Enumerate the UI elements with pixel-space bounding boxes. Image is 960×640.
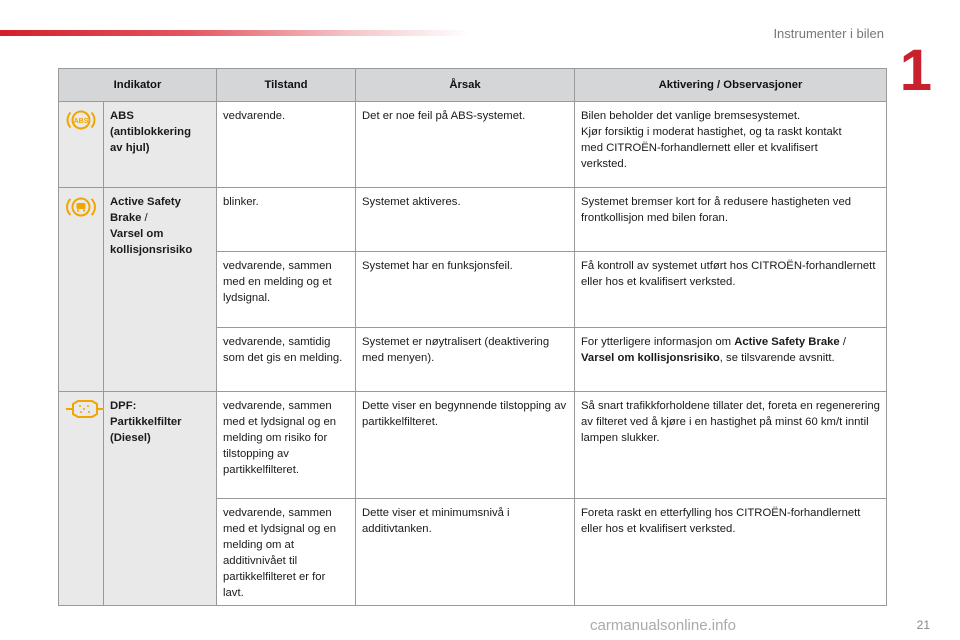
tilstand-cell: blinker. <box>217 188 356 252</box>
particle-filter-icon <box>65 398 105 425</box>
column-header-arsak: Årsak <box>356 69 575 102</box>
indicator-name <box>104 188 217 392</box>
observasjon-bold: Varsel om kollisjonsrisiko <box>581 352 720 364</box>
arsak-cell: Systemet er nøytralisert (deaktivering med menyen). <box>356 328 575 392</box>
indicator-icon-cell <box>59 392 104 606</box>
indicator-name-line: (Diesel) <box>110 432 151 444</box>
indicator-name-part: Varsel om kollisjonsrisiko <box>110 228 193 256</box>
indicator-icon-cell <box>59 102 104 188</box>
page-number: 21 <box>916 618 930 632</box>
observasjon-text: , se tilsvarende avsnitt. <box>719 352 835 364</box>
header-accent-bar <box>0 30 470 36</box>
section-title: Instrumenter i bilen <box>773 26 884 41</box>
chapter-number: 1 <box>899 38 932 103</box>
observasjon-cell: Få kontroll av systemet utført hos CITROËN-forhandlernett eller hos et kvalifisert verksted. <box>575 252 887 328</box>
abs-warning-icon <box>66 108 96 137</box>
arsak-cell: Dette viser en begynnende tilstopping av partikkelfilteret. <box>356 392 575 499</box>
indicator-name <box>104 102 217 188</box>
watermark: carmanualsonline.info <box>590 617 736 634</box>
observasjon-cell: Så snart trafikkforholdene tillater det, foreta en regenerering av filteret ved å kjøre i en hastighet på minst 60 km/t inntil lampen slukker. <box>575 392 887 499</box>
observasjon-cell: Foreta raskt en etterfylling hos CITROËN-forhandlernett eller hos et kvalifisert verksted. <box>575 499 887 606</box>
arsak-cell: Systemet har en funksjonsfeil. <box>356 252 575 328</box>
table-header-row <box>59 69 887 102</box>
table-row <box>59 188 887 252</box>
tilstand-cell: vedvarende. <box>217 102 356 188</box>
indicator-table <box>58 68 887 606</box>
indicator-name-line: Partikkelfilter <box>110 416 182 428</box>
indicator-name <box>104 392 217 606</box>
svg-text:ABS: ABS <box>73 118 89 125</box>
tilstand-cell: vedvarende, samtidig som det gis en melding. <box>217 328 356 392</box>
observasjon-text: For ytterligere informasjon om <box>581 336 735 348</box>
observasjon-cell <box>575 102 887 188</box>
arsak-cell: Dette viser et minimumsnivå i additivtanken. <box>356 499 575 606</box>
indicator-name-part: Active Safety Brake <box>110 196 181 224</box>
tilstand-cell: vedvarende, sammen med en melding og et lydsignal. <box>217 252 356 328</box>
observasjon-cell <box>575 328 887 392</box>
column-header-observasjoner: Aktivering / Observasjoner <box>575 69 887 102</box>
column-header-indikator: Indikator <box>59 69 217 102</box>
table-row <box>59 392 887 499</box>
observasjon-line: verksted. <box>581 158 627 170</box>
observasjon-cell: Systemet bremser kort for å redusere hastigheten ved frontkollisjon med bilen foran. <box>575 188 887 252</box>
column-header-tilstand: Tilstand <box>217 69 356 102</box>
observasjon-line: med CITROËN-forhandlernett eller et kvalifisert <box>581 142 818 154</box>
arsak-cell: Systemet aktiveres. <box>356 188 575 252</box>
indicator-icon-cell <box>59 188 104 392</box>
indicator-name-line: av hjul) <box>110 142 150 154</box>
table-row <box>59 102 887 188</box>
indicator-name-line: (antiblokkering <box>110 126 191 138</box>
tilstand-cell: vedvarende, sammen med et lydsignal og en melding om risiko for tilstopping av partikkelfilteret. <box>217 392 356 499</box>
indicator-name-line: ABS <box>110 110 134 122</box>
active-safety-brake-icon <box>66 194 96 225</box>
tilstand-cell: vedvarende, sammen med et lydsignal og en melding om at additivnivået til partikkelfilteret er for lavt. <box>217 499 356 606</box>
indicator-name-separator: / <box>141 212 148 224</box>
observasjon-line: Kjør forsiktig i moderat hastighet, og ta raskt kontakt <box>581 126 842 138</box>
arsak-cell: Det er noe feil på ABS-systemet. <box>356 102 575 188</box>
observasjon-bold: Active Safety Brake <box>734 336 840 348</box>
observasjon-text: / <box>839 336 846 348</box>
indicator-name-line: DPF: <box>110 400 137 412</box>
observasjon-line: Bilen beholder det vanlige bremsesystemet. <box>581 110 801 122</box>
